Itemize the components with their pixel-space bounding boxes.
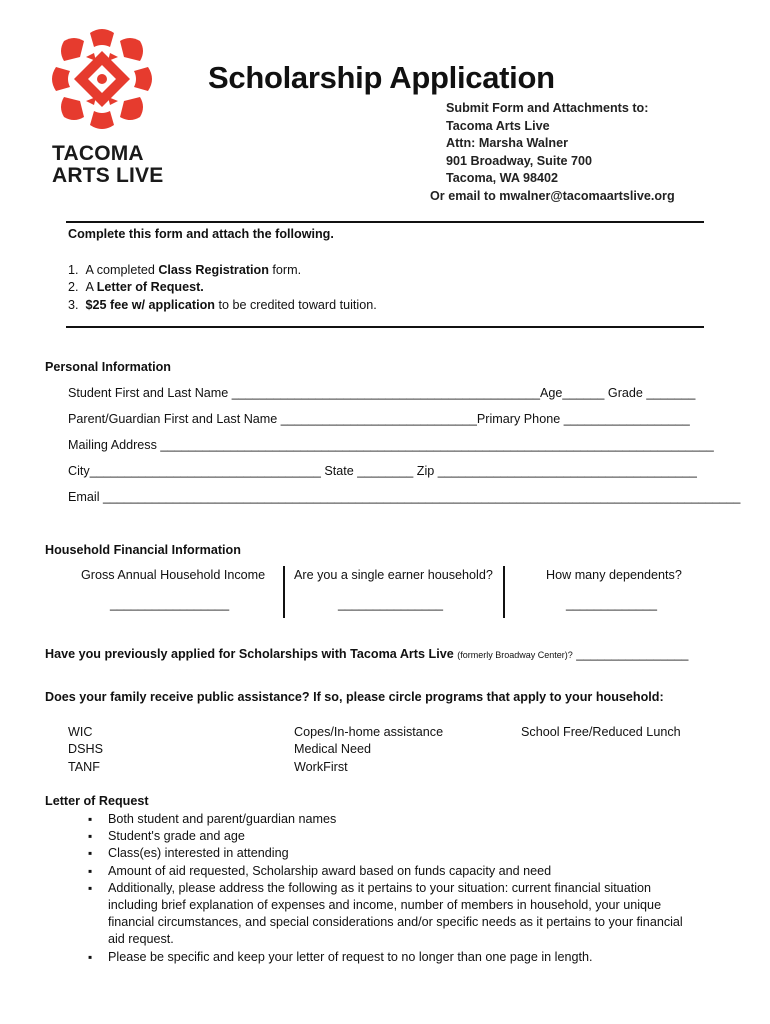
instructions-list: [68, 262, 377, 314]
tacoma-arts-live-logo: [50, 27, 154, 131]
submit-email: Or email to mwalner@tacomaartslive.org: [430, 188, 675, 203]
student-name-field[interactable]: Student First and Last Name ____________________________________________Age______ Grade _______: [68, 386, 696, 400]
list-item: ▪ Both student and parent/guardian names: [108, 811, 698, 828]
dependents-label: How many dependents?: [546, 568, 682, 582]
single-earner-field[interactable]: _______________: [338, 597, 444, 611]
income-field[interactable]: _________________: [110, 597, 230, 611]
page-title: Scholarship Application: [208, 60, 555, 95]
assistance-col-2: [294, 724, 443, 776]
previous-question: Have you previously applied for Scholarships with Tacoma Arts Live: [45, 647, 454, 661]
parent-name-field[interactable]: Parent/Guardian First and Last Name ____________________________Primary Phone __________________: [68, 412, 690, 426]
previous-application-row: [45, 647, 688, 661]
column-divider: [283, 566, 285, 618]
submit-street: 901 Broadway, Suite 700: [446, 153, 593, 168]
instruction-item: 3. $25 fee w/ application to be credited toward tuition.: [68, 297, 377, 312]
logo-line-2: ARTS LIVE: [52, 164, 164, 187]
column-divider: [503, 566, 505, 618]
instructions-divider: [66, 326, 704, 328]
single-earner-label: Are you a single earner household?: [294, 568, 493, 582]
program-school-lunch[interactable]: School Free/Reduced Lunch: [521, 725, 681, 739]
top-divider: [66, 221, 704, 223]
dependents-field[interactable]: _____________: [566, 597, 658, 611]
logo-wordmark: [52, 143, 163, 187]
email-field[interactable]: Email ___________________________________________________________________________________________: [68, 490, 741, 504]
submit-org: Tacoma Arts Live: [446, 118, 550, 133]
household-heading: Household Financial Information: [45, 543, 241, 557]
income-label: Gross Annual Household Income: [81, 568, 266, 582]
instruction-item: 2. A Letter of Request.: [68, 280, 204, 295]
program-workfirst[interactable]: WorkFirst: [294, 759, 348, 774]
list-item: ▪ Class(es) interested in attending: [108, 845, 698, 862]
personal-heading: Personal Information: [45, 360, 171, 374]
previous-note: (formerly Broadway Center)?: [457, 650, 573, 660]
program-dshs[interactable]: DSHS: [68, 742, 103, 757]
program-wic[interactable]: WIC: [68, 725, 93, 739]
mailing-address-field[interactable]: Mailing Address _______________________________________________________________________________: [68, 438, 714, 452]
logo-line-1: TACOMA: [52, 142, 144, 165]
list-item: ▪ Please be specific and keep your letter of request to no longer than one page in length.: [108, 949, 698, 966]
list-item: ▪ Additionally, please address the following as it pertains to your situation: current financial situation including brief explanation of expenses and income, number of members in household, your unique financial circumstances, and special considerations and/or specific needs as it pertains to your financial aid request.: [108, 880, 698, 949]
assistance-col-3: [521, 724, 681, 741]
previous-answer-field[interactable]: ________________: [576, 647, 689, 661]
assistance-question: Does your family receive public assistance? If so, please circle programs that apply to your household:: [45, 690, 664, 704]
submit-city: Tacoma, WA 98402: [446, 171, 558, 186]
letter-heading: Letter of Request: [45, 794, 149, 808]
program-copes[interactable]: Copes/In-home assistance: [294, 725, 444, 739]
letter-requirements-list: [108, 811, 698, 966]
submit-address-block: [430, 100, 675, 206]
instruction-item: 1. A completed Class Registration form.: [68, 263, 302, 277]
submit-heading: Submit Form and Attachments to:: [446, 101, 649, 115]
list-item: ▪ Student's grade and age: [108, 828, 698, 845]
submit-attn: Attn: Marsha Walner: [446, 136, 568, 151]
instructions-heading: Complete this form and attach the following.: [68, 227, 334, 241]
program-tanf[interactable]: TANF: [68, 759, 100, 774]
list-item: ▪ Amount of aid requested, Scholarship award based on funds capacity and need: [108, 863, 698, 880]
program-medical-need[interactable]: Medical Need: [294, 742, 372, 757]
assistance-col-1: [68, 724, 103, 776]
city-state-zip-field[interactable]: City_________________________________ State ________ Zip _____________________________________: [68, 464, 697, 478]
